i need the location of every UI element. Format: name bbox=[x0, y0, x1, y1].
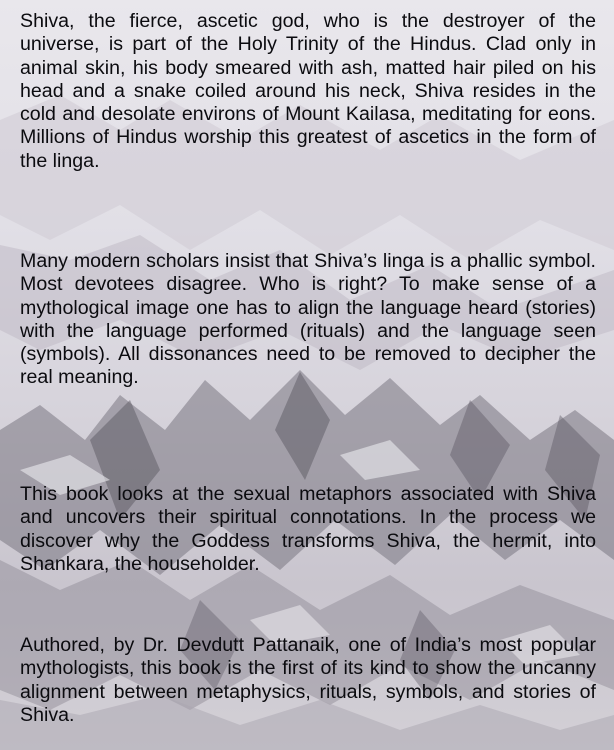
description-paragraph-3: This book looks at the sexual metaphors associated with Shiva and uncovers their spiritual connotations. In the process we discover why the Goddess transforms Shiva, the hermit, into Shankara, the householder. bbox=[20, 483, 596, 575]
description-paragraph-2: Many modern scholars insist that Shiva’s linga is a phallic symbol. Most devotees disagree. Who is right? To make sense of a mythological image one has to align the language heard (stories) with the language performed (rituals) and the language seen (symbols). All dissonances need to be removed to decipher the real meaning. bbox=[20, 250, 596, 389]
description-paragraph-1: Shiva, the fierce, ascetic god, who is the destroyer of the universe, is part of the Holy Trinity of the Hindus. Clad only in animal skin, his body smeared with ash, matted hair piled on his head and a snake coiled around his neck, Shiva resides in the cold and desolate environs of Mount Kailasa, meditating for eons. Millions of Hindus worship this greatest of ascetics in the form of the linga. bbox=[20, 10, 596, 172]
description-paragraph-4: Authored, by Dr. Devdutt Pattanaik, one of India’s most popular mythologists, this book is the first of its kind to show the uncanny alignment between metaphysics, rituals, symbols, and stories of Shiva. bbox=[20, 634, 596, 726]
